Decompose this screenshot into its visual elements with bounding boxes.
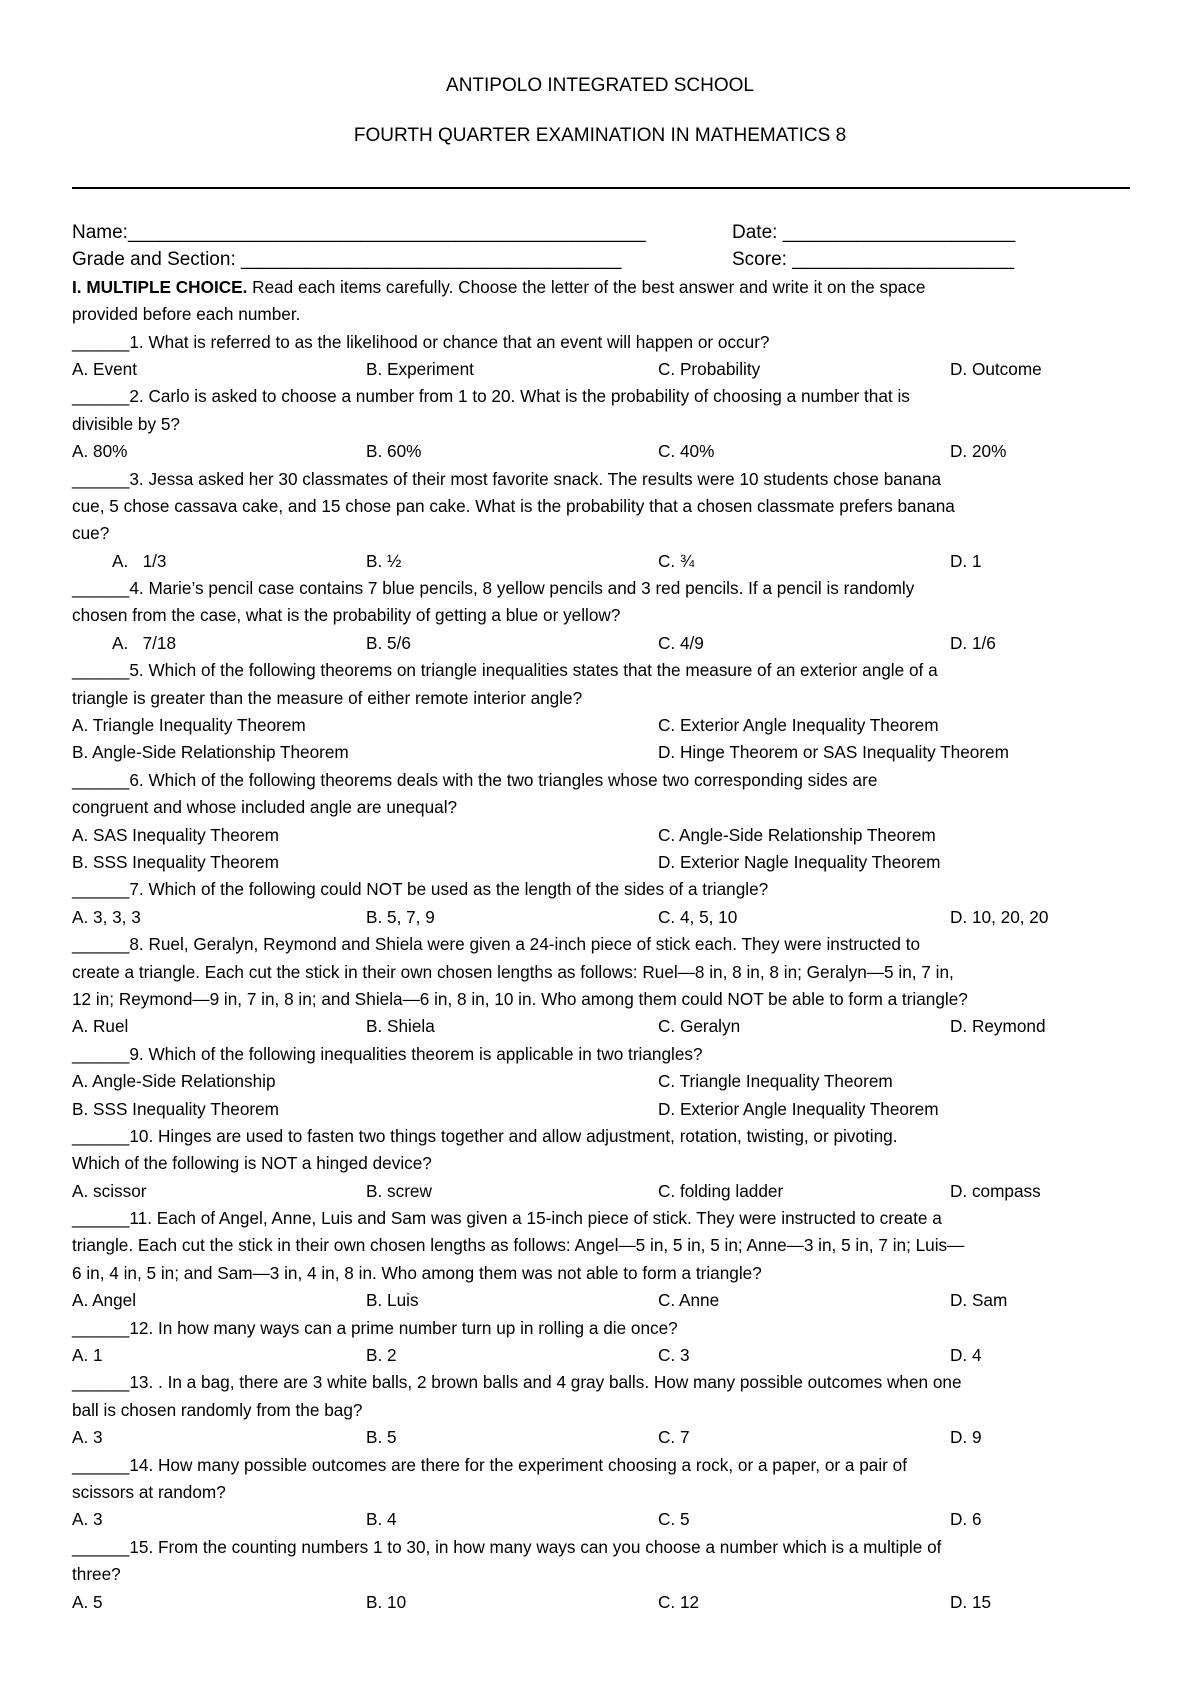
question-text-line: ______5. Which of the following theorems on triangle inequalities states that the measure of an exterior angle of a xyxy=(72,660,938,681)
choice-d: D. Hinge Theorem or SAS Inequality Theorem xyxy=(658,742,1009,763)
question-text-line: ______9. Which of the following inequalities theorem is applicable in two triangles? xyxy=(72,1043,703,1064)
choice-row xyxy=(72,356,1136,383)
choice-a: A. Ruel xyxy=(72,1016,129,1037)
choice-row xyxy=(72,548,1136,575)
choice-b: B. ½ xyxy=(366,550,402,571)
question-14 xyxy=(72,1452,1136,1534)
choice-a: A. 3, 3, 3 xyxy=(72,906,141,927)
choice-b: B. 5, 7, 9 xyxy=(366,906,435,927)
choice-d: D. compass xyxy=(950,1180,1041,1201)
choice-a: A. Angle-Side Relationship xyxy=(72,1071,276,1092)
choice-c: C. Triangle Inequality Theorem xyxy=(658,1071,893,1092)
instructions-continued: provided before each number. xyxy=(72,304,301,325)
choice-row xyxy=(72,849,1136,876)
question-text-line: triangle. Each cut the stick in their own chosen lengths as follows: Angel—5 in, 5 in, 5 in; Anne—3 in, 5 in, 7 in; Luis— xyxy=(72,1235,965,1256)
choice-d: D. 10, 20, 20 xyxy=(950,906,1049,927)
choice-row xyxy=(72,739,1136,766)
choice-b: B. Luis xyxy=(366,1290,419,1311)
choice-a: A. 1 xyxy=(72,1345,103,1366)
question-4 xyxy=(72,575,1136,657)
choice-d: D. Sam xyxy=(950,1290,1008,1311)
choice-a: A. 3 xyxy=(72,1427,103,1448)
question-11 xyxy=(72,1205,1136,1315)
school-name: ANTIPOLO INTEGRATED SCHOOL xyxy=(446,75,754,96)
choice-c: C. Probability xyxy=(658,358,761,379)
choice-b: B. Experiment xyxy=(366,358,474,379)
instructions xyxy=(72,274,1136,301)
choice-row xyxy=(72,1342,1136,1369)
choice-row xyxy=(72,1287,1136,1314)
choice-c: C. 4, 5, 10 xyxy=(658,906,738,927)
question-1 xyxy=(72,329,1136,384)
choice-d: D. 6 xyxy=(950,1509,982,1530)
question-text-line: cue? xyxy=(72,523,110,544)
choice-row xyxy=(72,712,1136,739)
question-6 xyxy=(72,767,1136,877)
choice-d: D. 4 xyxy=(950,1345,982,1366)
choice-b: B. 5/6 xyxy=(366,632,411,653)
choice-d: D. Reymond xyxy=(950,1016,1046,1037)
grade-section-field[interactable]: Grade and Section: ____________________________________ xyxy=(72,249,622,271)
choice-row xyxy=(72,438,1136,465)
choice-b: B. screw xyxy=(366,1180,432,1201)
question-text-line: ______8. Ruel, Geralyn, Reymond and Shiela were given a 24-inch piece of stick each. They were instructed to xyxy=(72,934,921,955)
question-text-line: triangle is greater than the measure of either remote interior angle? xyxy=(72,687,583,708)
choice-a: A. 1/3 xyxy=(112,550,167,571)
choice-row xyxy=(72,630,1136,657)
choice-c: C. folding ladder xyxy=(658,1180,784,1201)
question-text-line: ______10. Hinges are used to fasten two things together and allow adjustment, rotation, twisting, or pivoting. xyxy=(72,1125,898,1146)
choice-d: D. Exterior Angle Inequality Theorem xyxy=(658,1098,939,1119)
question-text-line: 6 in, 4 in, 5 in; and Sam—3 in, 4 in, 8 in. Who among them was not able to form a triangle? xyxy=(72,1262,762,1283)
choice-c: C. 4/9 xyxy=(658,632,704,653)
section-title: I. MULTIPLE CHOICE. xyxy=(72,276,248,297)
choice-b: B. 10 xyxy=(366,1591,407,1612)
choice-c: C. Angle-Side Relationship Theorem xyxy=(658,824,936,845)
choice-d: D. Exterior Nagle Inequality Theorem xyxy=(658,851,941,872)
question-text-line: 12 in; Reymond—9 in, 7 in, 8 in; and Shiela—6 in, 8 in, 10 in. Who among them could NOT be able to form a triangle? xyxy=(72,988,968,1009)
question-text-line: cue, 5 chose cassava cake, and 15 chose pan cake. What is the probability that a chosen classmate prefers banana xyxy=(72,495,955,516)
choice-a: A. Triangle Inequality Theorem xyxy=(72,715,306,736)
question-text-line: ______6. Which of the following theorems deals with the two triangles whose two corresponding sides are xyxy=(72,769,878,790)
choice-row xyxy=(72,1178,1136,1205)
question-13 xyxy=(72,1369,1136,1451)
question-15 xyxy=(72,1534,1136,1616)
name-field[interactable]: Name:_________________________________________________ xyxy=(72,222,646,243)
choice-d: D. 15 xyxy=(950,1591,992,1612)
question-text-line: ______15. From the counting numbers 1 to 30, in how many ways can you choose a number which is a multiple of xyxy=(72,1536,942,1557)
date-field[interactable]: Date: ______________________ xyxy=(732,222,1016,243)
question-7 xyxy=(72,876,1136,931)
choice-a: A. Angel xyxy=(72,1290,137,1311)
question-text-line: ______12. In how many ways can a prime number turn up in rolling a die once? xyxy=(72,1317,678,1338)
choice-row xyxy=(72,822,1136,849)
question-5 xyxy=(72,657,1136,767)
question-text-line: Which of the following is NOT a hinged device? xyxy=(72,1153,432,1174)
choice-b: B. Shiela xyxy=(366,1016,435,1037)
choice-c: C. 40% xyxy=(658,441,715,462)
choice-c: C. Exterior Angle Inequality Theorem xyxy=(658,715,939,736)
question-text-line: create a triangle. Each cut the stick in their own chosen lengths as follows: Ruel—8 in, 8 in, 8 in; Geralyn—5 in, 7 in, xyxy=(72,961,954,982)
choice-row xyxy=(72,904,1136,931)
choice-c: C. 12 xyxy=(658,1591,700,1612)
question-text-line: ______11. Each of Angel, Anne, Luis and Sam was given a 15-inch piece of stick. They were instructed to create a xyxy=(72,1208,942,1229)
question-text-line: ______4. Marie’s pencil case contains 7 blue pencils, 8 yellow pencils and 3 red pencils. If a pencil is randomly xyxy=(72,578,915,599)
header-divider xyxy=(72,187,1130,189)
choice-d: D. Outcome xyxy=(950,358,1042,379)
question-text-line: ______14. How many possible outcomes are there for the experiment choosing a rock, or a paper, or a pair of xyxy=(72,1454,908,1475)
question-text-line: ______7. Which of the following could NOT be used as the length of the sides of a triangle? xyxy=(72,879,769,900)
question-list xyxy=(72,329,1136,1616)
choice-row xyxy=(72,1068,1136,1095)
choice-a: A. 3 xyxy=(72,1509,103,1530)
question-10 xyxy=(72,1123,1136,1205)
choice-d: D. 1/6 xyxy=(950,632,996,653)
choice-a: A. Event xyxy=(72,358,137,379)
question-8 xyxy=(72,931,1136,1041)
choice-b: B. 60% xyxy=(366,441,422,462)
choice-row xyxy=(72,1589,1136,1616)
choice-c: C. 7 xyxy=(658,1427,690,1448)
question-text-line: ball is chosen randomly from the bag? xyxy=(72,1399,363,1420)
question-3 xyxy=(72,466,1136,576)
question-text-line: ______13. . In a bag, there are 3 white balls, 2 brown balls and 4 gray balls. How many possible outcomes when one xyxy=(72,1372,962,1393)
grade-score-row xyxy=(72,246,1136,273)
choice-c: C. 5 xyxy=(658,1509,690,1530)
question-9 xyxy=(72,1041,1136,1123)
choice-b: B. 5 xyxy=(366,1427,397,1448)
choice-d: D. 9 xyxy=(950,1427,982,1448)
choice-b: B. 4 xyxy=(366,1509,397,1530)
choice-a: A. 7/18 xyxy=(112,632,177,653)
question-text-line: ______3. Jessa asked her 30 classmates of their most favorite snack. The results were 10 students chose banana xyxy=(72,468,942,489)
choice-d: D. 1 xyxy=(950,550,982,571)
choice-d: D. 20% xyxy=(950,441,1007,462)
question-12 xyxy=(72,1315,1136,1370)
score-field[interactable]: Score: _____________________ xyxy=(732,249,1015,271)
choice-c: C. ¾ xyxy=(658,550,695,571)
choice-a: A. SAS Inequality Theorem xyxy=(72,824,279,845)
choice-b: B. Angle-Side Relationship Theorem xyxy=(72,742,349,763)
choice-c: C. 3 xyxy=(658,1345,690,1366)
instructions-text: Read each items carefully. Choose the letter of the best answer and write it on the space xyxy=(247,276,926,297)
choice-a: A. 5 xyxy=(72,1591,103,1612)
choice-c: C. Geralyn xyxy=(658,1016,741,1037)
exam-title: FOURTH QUARTER EXAMINATION IN MATHEMATICS 8 xyxy=(353,125,847,146)
choice-row xyxy=(72,1013,1136,1040)
question-text-line: three? xyxy=(72,1564,121,1585)
choice-a: A. 80% xyxy=(72,441,128,462)
choice-c: C. Anne xyxy=(658,1290,720,1311)
name-date-row xyxy=(72,219,1136,246)
question-text-line: congruent and whose included angle are unequal? xyxy=(72,797,458,818)
question-text-line: scissors at random? xyxy=(72,1481,226,1502)
choice-b: B. SSS Inequality Theorem xyxy=(72,1098,279,1119)
exam-content xyxy=(72,219,1136,1616)
choice-b: B. 2 xyxy=(366,1345,397,1366)
question-text-line: ______1. What is referred to as the likelihood or chance that an event will happen or occur? xyxy=(72,331,770,352)
choice-row xyxy=(72,1096,1136,1123)
question-text-line: chosen from the case, what is the probability of getting a blue or yellow? xyxy=(72,605,621,626)
choice-row xyxy=(72,1506,1136,1533)
choice-a: A. scissor xyxy=(72,1180,147,1201)
choice-b: B. SSS Inequality Theorem xyxy=(72,851,279,872)
question-2 xyxy=(72,383,1136,465)
choice-row xyxy=(72,1424,1136,1451)
question-text-line: divisible by 5? xyxy=(72,413,180,434)
question-text-line: ______2. Carlo is asked to choose a number from 1 to 20. What is the probability of choosing a number that is xyxy=(72,386,910,407)
